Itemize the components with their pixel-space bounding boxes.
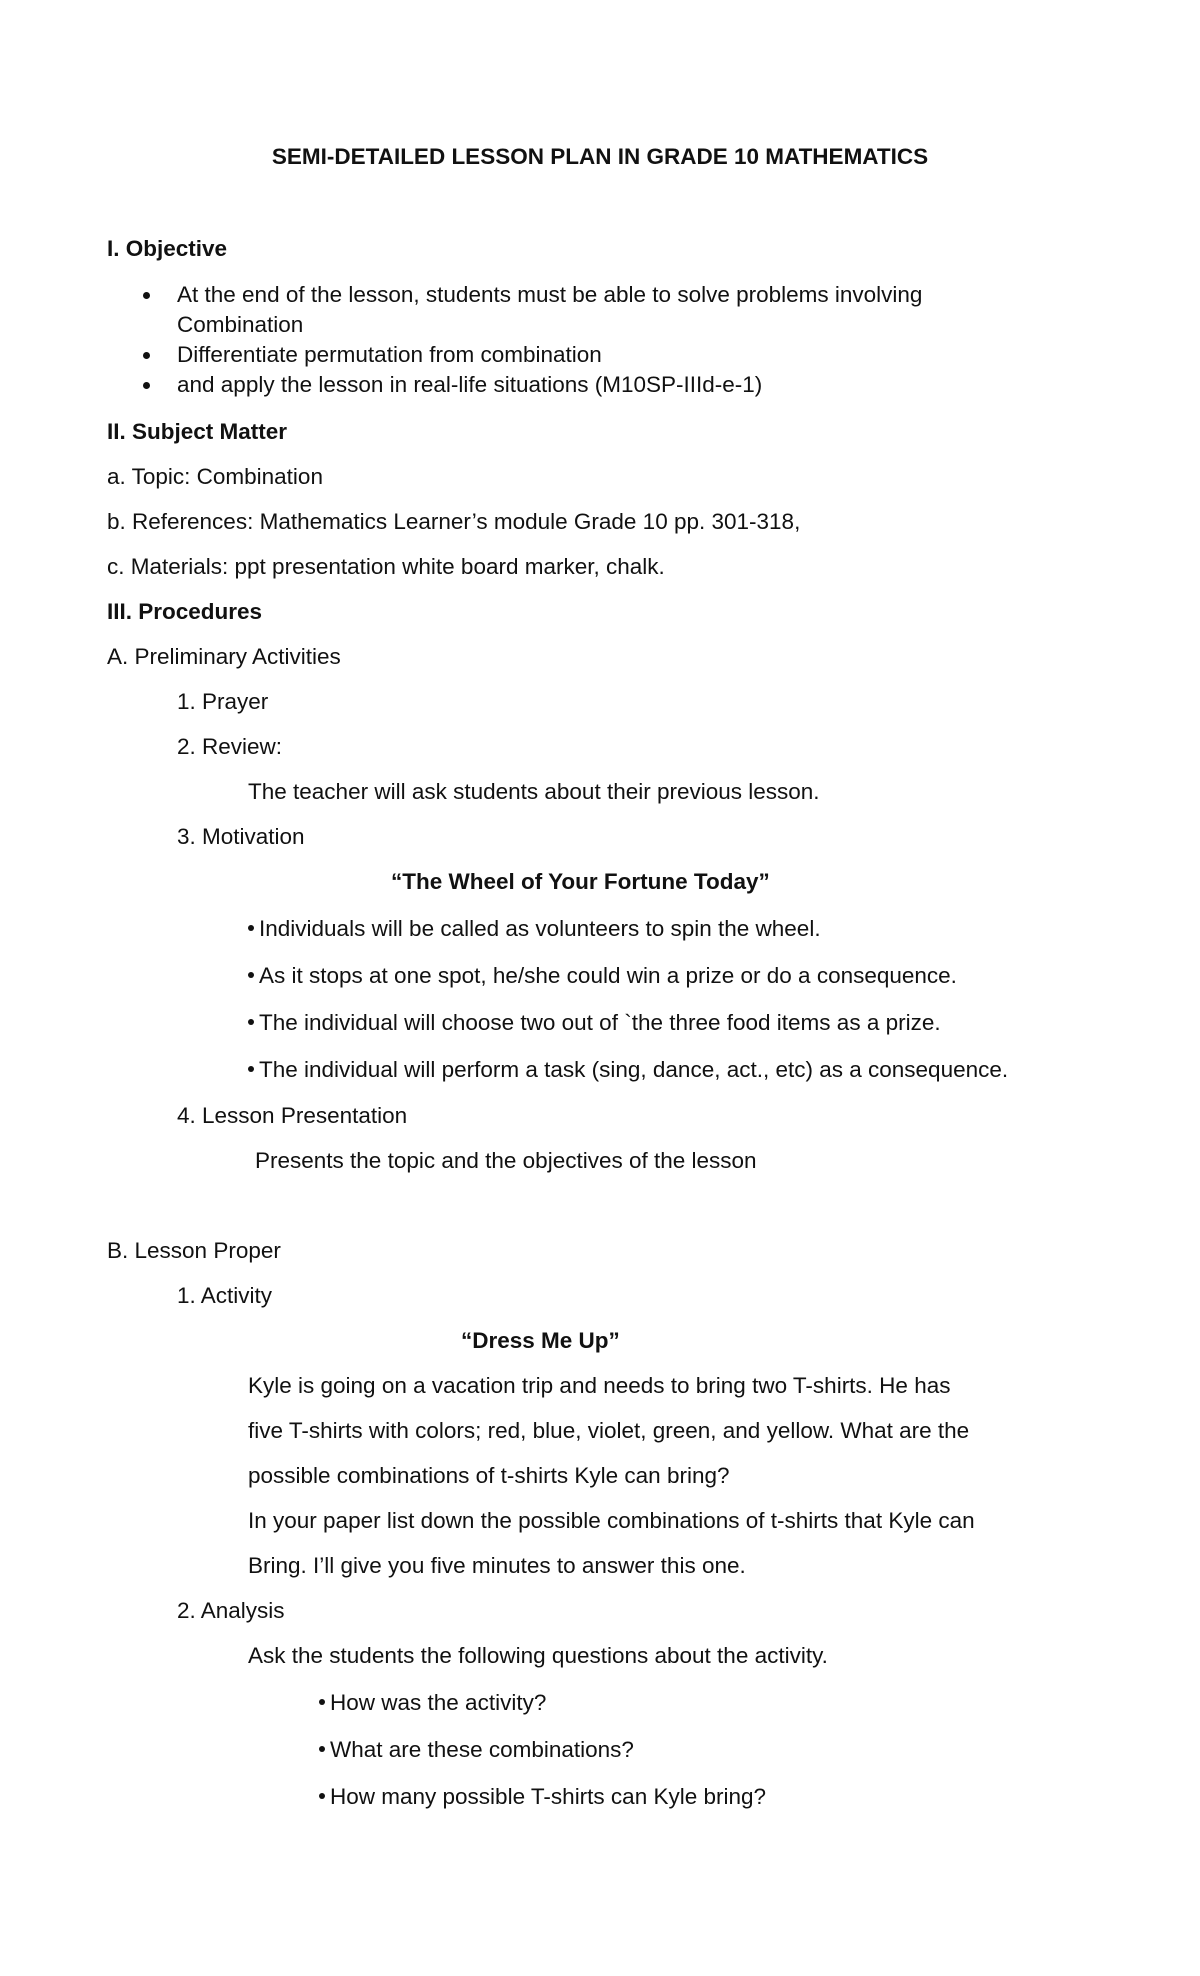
motivation-item-text: Individuals will be called as volunteers to spin the wheel.	[259, 916, 821, 941]
bullet-icon	[248, 972, 254, 978]
preliminary-heading: A. Preliminary Activities	[107, 644, 341, 669]
analysis-question	[319, 1739, 634, 1762]
bullet-icon	[143, 382, 150, 389]
analysis-text: Ask the students the following questions about the activity.	[248, 1643, 828, 1668]
review-text: The teacher will ask students about their previous lesson.	[248, 779, 820, 804]
motivation-item-text: The individual will choose two out of `the three food items as a prize.	[259, 1010, 941, 1035]
activity-line: In your paper list down the possible combinations of t-shirts that Kyle can	[248, 1508, 975, 1533]
subject-references: b. References: Mathematics Learner’s module Grade 10 pp. 301-318,	[107, 509, 801, 534]
activity-line: five T-shirts with colors; red, blue, violet, green, and yellow. What are the	[248, 1418, 970, 1443]
motivation-item	[248, 1012, 941, 1035]
bullet-icon	[319, 1793, 325, 1799]
motivation-item	[248, 918, 821, 941]
bullet-icon	[248, 1066, 254, 1072]
lesson-presentation-text: Presents the topic and the objectives of the lesson	[255, 1148, 757, 1173]
page-title: SEMI-DETAILED LESSON PLAN IN GRADE 10 MATHEMATICS	[271, 144, 929, 169]
motivation-step: 3. Motivation	[177, 824, 305, 849]
motivation-item-text: The individual will perform a task (sing, dance, act., etc) as a consequence.	[259, 1057, 1009, 1082]
objective-item-text: At the end of the lesson, students must be able to solve problems involving	[177, 282, 923, 307]
bullet-icon	[319, 1699, 325, 1705]
motivation-item-text: As it stops at one spot, he/she could win a prize or do a consequence.	[259, 963, 957, 988]
motivation-item	[248, 1059, 1008, 1082]
bullet-icon	[248, 1019, 254, 1025]
procedures-heading: III. Procedures	[107, 599, 263, 624]
activity-step: 1. Activity	[177, 1283, 273, 1308]
motivation-item	[248, 965, 957, 988]
review-step: 2. Review:	[177, 734, 283, 759]
activity-line: possible combinations of t-shirts Kyle can bring?	[248, 1463, 730, 1488]
lesson-proper-heading: B. Lesson Proper	[107, 1238, 281, 1263]
bullet-icon	[143, 352, 150, 359]
bullet-icon	[319, 1746, 325, 1752]
motivation-title: “The Wheel of Your Fortune Today”	[391, 869, 770, 894]
subject-materials: c. Materials: ppt presentation white board marker, chalk.	[107, 554, 665, 579]
analysis-step: 2. Analysis	[177, 1598, 285, 1623]
lesson-presentation-step: 4. Lesson Presentation	[177, 1103, 408, 1128]
prayer-step: 1. Prayer	[177, 689, 269, 714]
objective-item-text: and apply the lesson in real-life situations (M10SP-IIId-e-1)	[177, 372, 763, 397]
objective-item-continuation: Combination	[177, 312, 304, 337]
objective-item-text: Differentiate permutation from combination	[177, 342, 602, 367]
bullet-icon	[143, 292, 150, 299]
bullet-icon	[248, 925, 254, 931]
analysis-question	[319, 1692, 546, 1715]
subject-topic: a. Topic: Combination	[107, 464, 323, 489]
activity-title: “Dress Me Up”	[461, 1328, 620, 1353]
analysis-question-text: How was the activity?	[330, 1690, 547, 1715]
analysis-question	[319, 1786, 766, 1809]
analysis-question-text: How many possible T-shirts can Kyle bring?	[330, 1784, 767, 1809]
objective-heading: I. Objective	[107, 236, 228, 261]
subject-matter-heading: II. Subject Matter	[107, 419, 288, 444]
activity-line: Kyle is going on a vacation trip and needs to bring two T-shirts. He has	[248, 1373, 951, 1398]
analysis-question-text: What are these combinations?	[330, 1737, 634, 1762]
activity-line: Bring. I’ll give you five minutes to answer this one.	[248, 1553, 746, 1578]
